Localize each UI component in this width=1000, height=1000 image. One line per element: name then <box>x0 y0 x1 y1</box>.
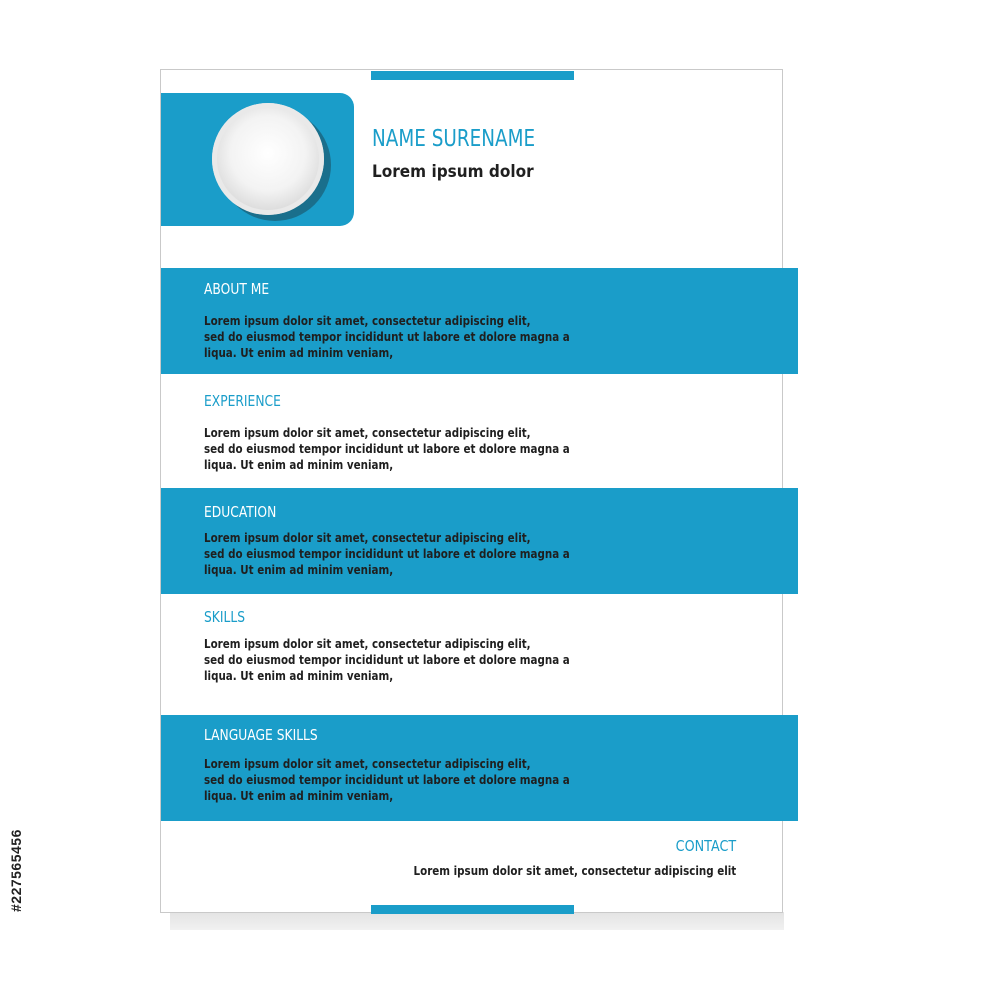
section-line: sed do eiusmod tempor incididunt ut labore et dolore magna a <box>204 653 570 667</box>
section-body <box>204 425 570 473</box>
resume-page <box>160 69 783 913</box>
photo-card <box>161 93 354 226</box>
section-line: Lorem ipsum dolor sit amet, consectetur adipiscing elit, <box>204 757 531 771</box>
section-line: Lorem ipsum dolor sit amet, consectetur adipiscing elit, <box>204 426 531 440</box>
resume-name: NAME SURENAME <box>372 126 536 152</box>
stock-image-id: #227565456 <box>8 829 24 912</box>
section-body <box>204 313 570 361</box>
contact-heading: CONTACT <box>675 837 736 855</box>
section-body <box>204 530 570 578</box>
section-line: Lorem ipsum dolor sit amet, consectetur adipiscing elit, <box>204 314 531 328</box>
section-line: Lorem ipsum dolor sit amet, consectetur adipiscing elit, <box>204 531 531 545</box>
section-heading: EXPERIENCE <box>204 392 281 410</box>
section-language-skills <box>161 715 798 821</box>
section-education <box>161 488 798 594</box>
avatar-placeholder-icon <box>212 103 324 215</box>
section-skills <box>161 594 798 715</box>
section-heading: SKILLS <box>204 608 246 626</box>
section-line: liqua. Ut enim ad minim veniam, <box>204 563 394 577</box>
section-about-me <box>161 268 798 374</box>
section-experience <box>161 374 798 488</box>
section-line: Lorem ipsum dolor sit amet, consectetur adipiscing elit, <box>204 637 531 651</box>
section-body <box>204 756 570 804</box>
section-line: liqua. Ut enim ad minim veniam, <box>204 789 394 803</box>
section-heading: LANGUAGE SKILLS <box>204 726 318 744</box>
section-line: sed do eiusmod tempor incididunt ut labore et dolore magna a <box>204 330 570 344</box>
contact-text: Lorem ipsum dolor sit amet, consectetur adipiscing elit <box>413 864 736 878</box>
section-line: sed do eiusmod tempor incididunt ut labore et dolore magna a <box>204 442 570 456</box>
section-line: sed do eiusmod tempor incididunt ut labore et dolore magna a <box>204 547 570 561</box>
resume-subtitle: Lorem ipsum dolor <box>372 162 534 182</box>
page-shadow <box>170 912 784 930</box>
section-line: liqua. Ut enim ad minim veniam, <box>204 458 394 472</box>
section-line: sed do eiusmod tempor incididunt ut labore et dolore magna a <box>204 773 570 787</box>
section-body <box>204 636 570 684</box>
top-accent-strip <box>371 71 574 80</box>
section-heading: EDUCATION <box>204 503 277 521</box>
section-heading: ABOUT ME <box>204 280 270 298</box>
bottom-accent-strip <box>371 905 574 914</box>
section-line: liqua. Ut enim ad minim veniam, <box>204 669 394 683</box>
section-line: liqua. Ut enim ad minim veniam, <box>204 346 394 360</box>
